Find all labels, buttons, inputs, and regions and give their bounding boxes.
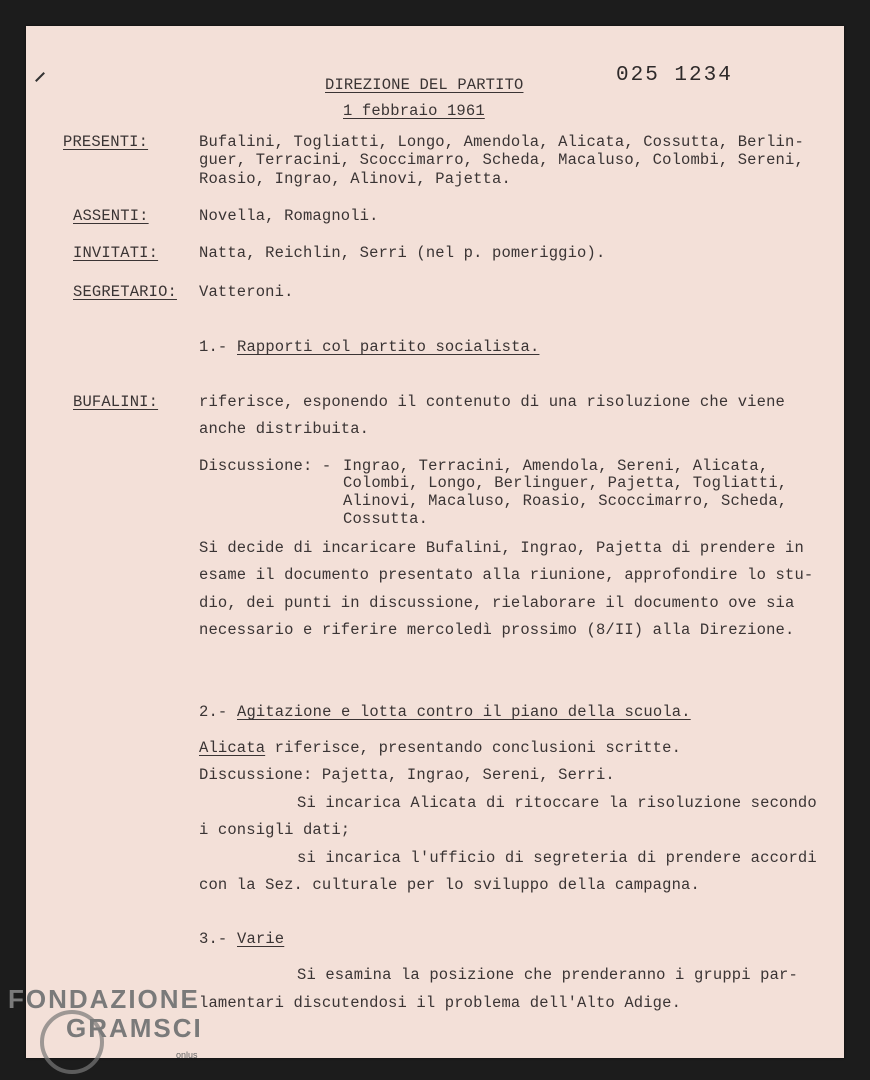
- assenti-label: ASSENTI:: [73, 207, 149, 225]
- segretario-value: Vatteroni.: [199, 283, 294, 301]
- bufalini-label: BUFALINI:: [73, 393, 159, 411]
- presenti-label: PRESENTI:: [63, 133, 149, 151]
- document-date: 1 febbraio 1961: [343, 102, 485, 120]
- decision-line: Si decide di incaricare Bufalini, Ingrao, Pajetta di prendere in: [199, 539, 804, 557]
- section3-title: Varie: [237, 930, 285, 948]
- discussion-label: Discussione: -: [199, 457, 332, 475]
- section1-title: Rapporti col partito socialista.: [237, 338, 540, 356]
- presenti-line: guer, Terracini, Scoccimarro, Scheda, Macaluso, Colombi, Sereni,: [199, 151, 804, 169]
- discussion-line: Colombi, Longo, Berlinguer, Pajetta, Togliatti,: [343, 474, 788, 492]
- section1-number: 1.-: [199, 338, 228, 356]
- report-line: anche distribuita.: [199, 420, 370, 438]
- discussion-line: Ingrao, Terracini, Amendola, Sereni, Alicata,: [343, 457, 769, 475]
- report-line: riferisce, esponendo il contenuto di una risoluzione che viene: [199, 393, 785, 411]
- section2-title: Agitazione e lotta contro il piano della scuola.: [237, 703, 691, 721]
- watermark-small: onlus: [176, 1050, 198, 1060]
- document-title: DIREZIONE DEL PARTITO: [325, 76, 524, 94]
- section3-line: lamentari discutendosi il problema dell'Alto Adige.: [199, 994, 682, 1012]
- discussion-line: Alinovi, Macaluso, Roasio, Scoccimarro, Scheda,: [343, 492, 788, 510]
- section3-number: 3.-: [199, 930, 228, 948]
- presenti-line: Roasio, Ingrao, Alinovi, Pajetta.: [199, 170, 511, 188]
- section2-line: con la Sez. culturale per lo sviluppo della campagna.: [199, 876, 700, 894]
- section2-line: Si incarica Alicata di ritoccare la risoluzione secondo: [297, 794, 817, 812]
- invitati-value: Natta, Reichlin, Serri (nel p. pomeriggio).: [199, 244, 606, 262]
- assenti-value: Novella, Romagnoli.: [199, 207, 379, 225]
- decision-line: necessario e riferire mercoledì prossimo (8/II) alla Direzione.: [199, 621, 795, 639]
- watermark: [8, 984, 203, 1044]
- decision-line: dio, dei punti in discussione, rielaborare il documento ove sia: [199, 594, 795, 612]
- watermark-line2: GRAMSCI: [66, 1013, 203, 1043]
- presenti-line: Bufalini, Togliatti, Longo, Amendola, Alicata, Cossutta, Berlin-: [199, 133, 804, 151]
- invitati-label: INVITATI:: [73, 244, 159, 262]
- alicata-report: riferisce, presentando conclusioni scritte.: [265, 739, 682, 757]
- decision-line: esame il documento presentato alla riunione, approfondire lo stu-: [199, 566, 814, 584]
- alicata-label: Alicata: [199, 739, 266, 757]
- section2-speaker-line: [199, 741, 681, 757]
- watermark-line1: FONDAZIONE: [8, 984, 200, 1014]
- section2-line: si incarica l'ufficio di segreteria di prendere accordi: [297, 849, 817, 867]
- reference-number: 025 1234: [616, 64, 733, 87]
- section2-discussion: Discussione: Pajetta, Ingrao, Sereni, Serri.: [199, 766, 615, 784]
- segretario-label: SEGRETARIO:: [73, 283, 177, 301]
- discussion-line: Cossutta.: [343, 510, 429, 528]
- section3-line: Si esamina la posizione che prenderanno i gruppi par-: [297, 966, 798, 984]
- section2-line: i consigli dati;: [199, 821, 351, 839]
- section2-number: 2.-: [199, 703, 228, 721]
